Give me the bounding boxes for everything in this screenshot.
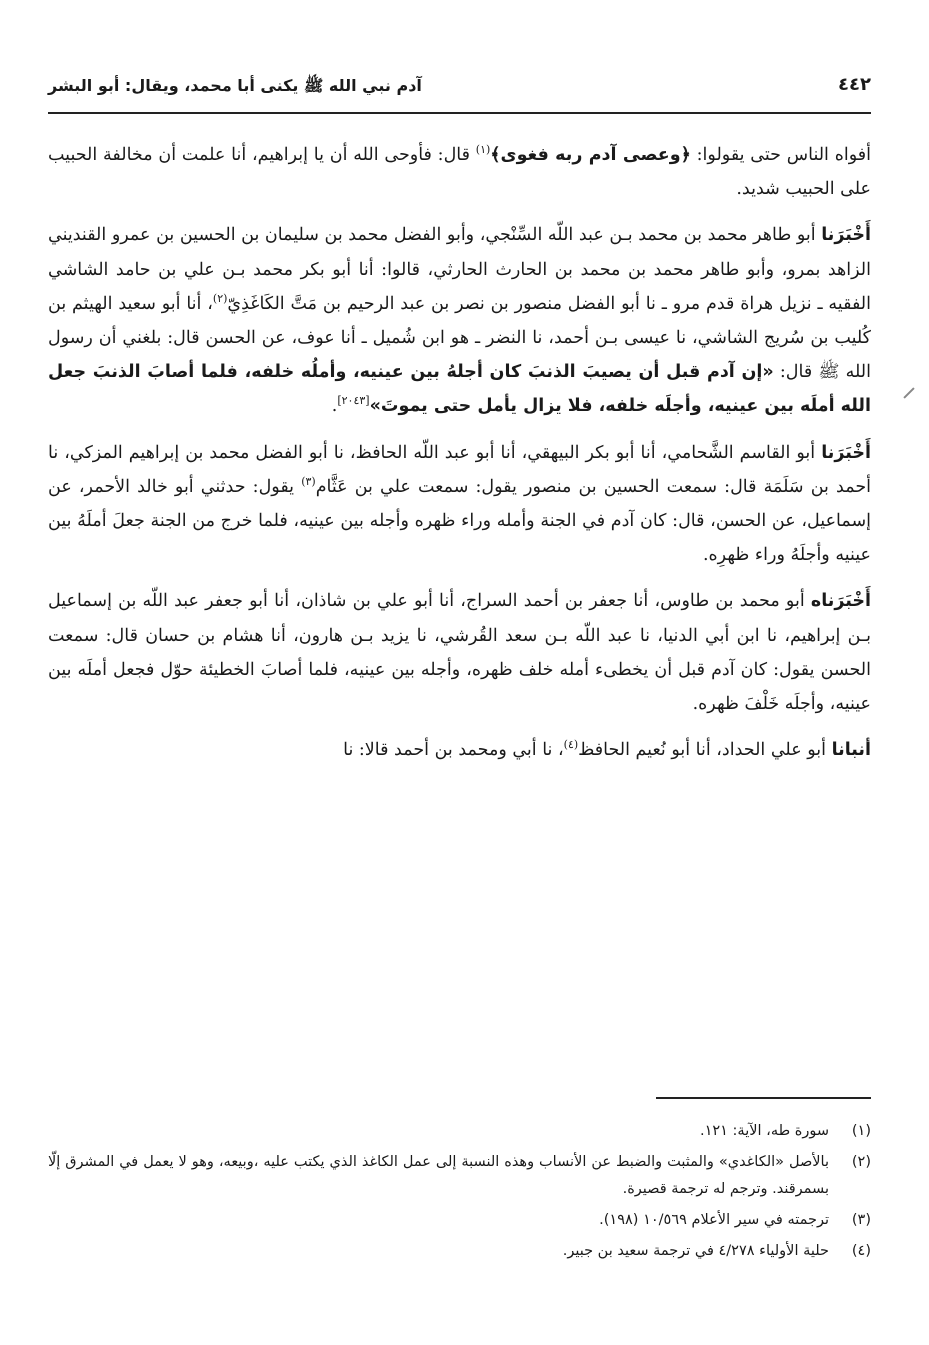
isnad-lead: أنبانا	[831, 740, 871, 761]
paragraph-text: أفواه الناس حتى يقولوا:	[690, 145, 871, 165]
footnote-number: (٣)	[851, 1212, 871, 1228]
footnote	[48, 1149, 871, 1203]
footnote-text: حلية الأولياء ٤/٢٧٨ في ترجمة سعيد بن جبير.	[562, 1243, 829, 1259]
paragraph	[48, 584, 871, 721]
paragraph-text: يقول: حدثني أبو خالد الأحمر، عن إسماعيل، عن الحسن، قال: كان آدم في الجنة وأمله وراء ظهره وأجله بين عينيه، فلما خرج من الجنة جعلَ أملَهُ بين عينيه وأجلَهُ وراء ظهرِه.	[48, 476, 871, 566]
footnote	[48, 1238, 871, 1265]
footnote-text: ترجمته في سير الأعلام ١٠/٥٦٩ (١٩٨).	[599, 1212, 829, 1228]
footnote-ref: (٤)	[563, 738, 579, 752]
main-text	[48, 138, 871, 779]
scan-mark	[903, 387, 914, 398]
paragraph-text: قال: فأوحى الله أن يا إبراهيم، أنا علمت أن مخالفة الحبيب على الحبيب شديد.	[48, 145, 871, 200]
footnote-ref: (٣)	[301, 475, 316, 488]
paragraph	[48, 733, 871, 767]
paragraph-text: أبو محمد بن طاوس، أنا جعفر بن أحمد السراج، أنا أبو علي بن شاذان، أنا أبو جعفر عبد اللّه بن إسماعيل بـن إبراهيم، نا ابن أبي الدنيا، نا عبد اللّه بـن سعد القُرشي، نا يزيد بـن هارون، أنا هشام بن حسان قال: سمعت الحسن يقول: كان آدم قبل أن يخطىء أمله خلف ظهره، وأجله بين عينيه، فلما أصابَ الخطيئة حوّل فجعل أملَه بين عينيه، وأجلَه خَلْفَ ظهره.	[48, 591, 871, 715]
footnote-number: (١)	[851, 1123, 871, 1139]
isnad-lead: أَخْبَرَنا	[821, 225, 871, 246]
paragraph-text: أبو طاهر محمد بن محمد بـن عبد اللّه السِّنْجي، وأبو الفضل محمد بن سليمان بن الحسين بن عمرو القنديني الزاهد بمرو، وأبو طاهر محمد بن محمد بن الحارث الحارثي، قالوا: أنا أبو بكر محمد بـن علي بن حامد الشاشي الفقيه ـ نزيل هراة قدم مرو ـ نا أبو الفضل منصور بن نصر بن عبد الرحيم بن مَتَّ الكَاغَذِيّ	[48, 225, 871, 314]
header-rule	[48, 112, 871, 114]
paragraph-text: أبو القاسم الشَّحامي، أنا أبو بكر البيهقي، أنا أبو عبد اللّه الحافظ، نا أبو الفضل محمد بن إبراهيم المزكي، نا أحمد بن سَلَمَة قال: سمعت الحسين بن منصور يقول: سمعت علي بن عَثَّام	[48, 442, 871, 497]
isnad-lead: أَخْبَرَنا	[821, 442, 871, 463]
paragraph-text: .	[331, 396, 338, 417]
footnote	[48, 1207, 871, 1234]
isnad-lead: أَخْبَرَناه	[810, 591, 871, 612]
footnote-number: (٢)	[851, 1154, 871, 1170]
footnote	[48, 1118, 871, 1145]
hadith-text: «إن آدم قبل أن يصيبَ الذنبَ كان أجلهُ بين عينيه، وأملُه خلفه، فلما أصابَ الذنبَ جعل الله أملَه بين عينيه، وأجلَه خلفه، فلا يزال يأمل حتى يموتَ»	[48, 362, 871, 417]
running-title: آدم نبي الله ﷺ يكنى أبا محمد، ويقال: أبو البشر	[48, 76, 422, 95]
hadith-number: [٢٠٤٣]	[337, 394, 370, 408]
page-number: ٤٤٢	[838, 74, 871, 95]
paragraph-text: ، أنا أبو سعيد الهيثم بن كُليب بن سُريج الشاشي، نا عيسى بـن أحمد، نا النضر ـ هو ابن شُميل ـ أنا عوف، عن الحسن قال: بلغني أن رسول الله ﷺ قال:	[48, 293, 871, 383]
paragraph-text: ، نا أبي ومحمد بن أحمد قالا: نا	[343, 740, 564, 761]
footnote-ref: (١)	[475, 143, 491, 157]
footnotes	[48, 1118, 871, 1269]
quran-quote: ﴿وعصى آدم ربه فغوى﴾	[490, 145, 691, 165]
paragraph	[48, 138, 871, 206]
footnote-text: بالأصل «الكاغدي» والمثبت والضبط عن الأنساب وهذه النسبة إلى عمل الكاغذ الذي يكتب عليه ،وبيعه، وهو لا يعمل في المشرق إلّا بسمرقند. وترجم له ترجمة قصيرة.	[48, 1154, 829, 1197]
footnote-rule	[656, 1097, 871, 1099]
paragraph-text: أبو علي الحداد، أنا أبو نُعيم الحافظ	[578, 740, 832, 761]
paragraph	[48, 218, 871, 423]
paragraph	[48, 436, 871, 573]
page-header	[48, 72, 871, 112]
footnote-text: سورة طه، الآية: ١٢١.	[699, 1123, 829, 1139]
footnote-number: (٤)	[851, 1243, 871, 1259]
footnote-ref: (٢)	[212, 291, 228, 305]
